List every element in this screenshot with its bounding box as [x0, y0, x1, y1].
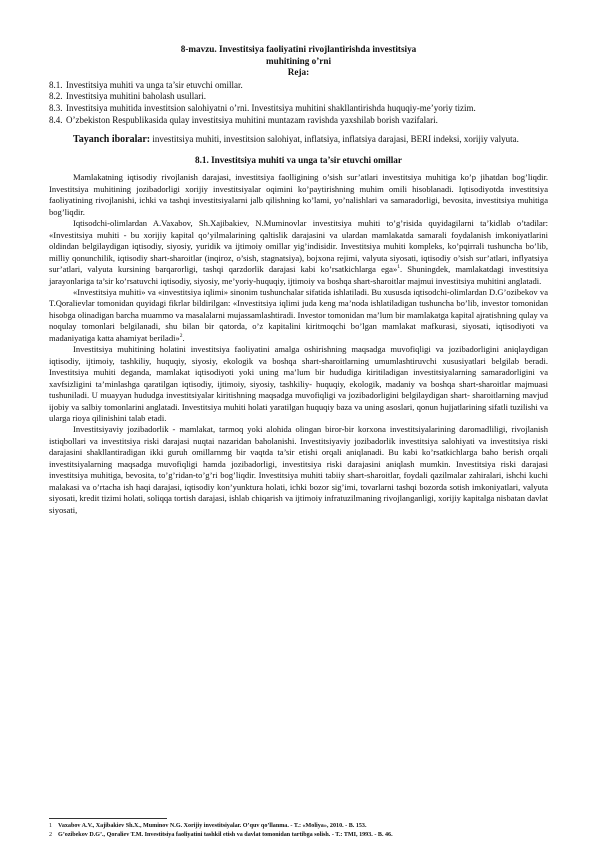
body-paragraph-4: Investitsiya muhitining holatini investitsiya faoliyatini amalga oshirishning maqsadga muvofiqligi va jozibadorligini aniqlaydigan iqtisodiy, ijtimoiy, tashkiliy, huquqiy, siyosiy, ekologik va boshqa shart-sharoitlarning umumlashtiruvchi xususiyatlari belgilab beradi. Investitsiya muhiti deganda, mamlakat iqtisodiyoti yoki uning ma’lum bir hududiga kiritiladigan investitsiyalarning samaradorligini va xavfsizligini ta’minlashga qaratilgan iqtisodiy, ijtimoiy, siyosiy, tashkiliy- huquqiy, ekologik, madaniy va boshqa shart-sharoitlar majmuasi tushuniladi. U muayyan hududga investitsiyalar kiritishning maqsadga muvofiqligi va jozibadorligini belgilaydigan shart- sharoitlarning mavjud ijobiy va salbiy tomonlarini anglatadi. Investitsiya muhiti holati yaratilgan huquqiy baza va uning asoslari, qonun hujjatlarining sifatli tuzilishi va ularga rioya qilinishini talab etadi. — [49, 344, 548, 423]
footnote-number: 1 — [49, 823, 53, 829]
plan-item-text: Investitsiya muhiti va unga ta’sir etuvchi omillar. — [66, 79, 243, 90]
paragraph-3-end: . — [182, 332, 185, 343]
paragraph-2-continuation: . Shuningdek, mamlakatdagi investitsiya jarayonlariga ta’sir ko’rsatuvchi iqtisodiy, siyosiy, me’yoriy-huquqiy, ijtimoiy va boshqa shart-sharoitlar majmui investitsiya muhitini anglatadi. — [49, 264, 548, 286]
plan-item-number: 8.2. — [49, 91, 63, 102]
plan-item-text: O’zbekiston Respublikasida qulay investitsiya muhitini muntazam ravishda yaxshilab borish vazifalari. — [66, 114, 438, 125]
plan-item — [49, 80, 548, 92]
topic-title-line-2: muhitining o’rni — [265, 55, 332, 66]
section-heading: 8.1. Investitsiya muhiti va unga ta’sir etuvchi omillar — [195, 155, 402, 166]
body-paragraph-2 — [49, 218, 548, 287]
topic-title-line-1: 8-mavzu. Investitsiya faoliyatini rivojlantirishda investitsiya — [180, 44, 417, 54]
plan-item-number: 8.1. — [49, 79, 63, 90]
plan-item-number: 8.3. — [49, 103, 63, 114]
paragraph-3-text: «Investitsiya muhiti» va «investitsiya iqlimi» sinonim tushunchalar sifatida ishlatiladi. Bu xususda iqtisodchi-olimlardan D.G’ozibekov va T.Qoralievlar tomonidan quyidagi fikrlar bildirilgan: «Investitsiya iqlimi juda keng ma’noda ishlatiladigan tushuncha bo’lib, investor tomonidan hisobga olinadigan barcha muammo va masalalarni mujassamlashtiradi. Investor tomonidan ma’lum bir mamlakatga kapital ajratishning qulay va noqulay tomonlari belgilanadi, shu bilan bir qatorda, o’z kapitalini kiritmoqchi bo’lgan mamlakat mafkurasi, siyosati, iqtisodiyoti va madaniyatiga katta ahamiyat beriladi» — [49, 287, 548, 343]
footnote-2 — [49, 831, 548, 839]
footnote-number: 2 — [49, 832, 53, 838]
footnote-1 — [49, 822, 548, 830]
plan-list — [49, 80, 548, 127]
plan-item-number: 8.4. — [49, 114, 63, 125]
footnote-text: Vaxabov A.V., Xajibakiev Sh.X., Muminov N.G. Xorijiy investitsiyalar. O’quv qo’llanma. - T.: «Moliya», 2010. - B. 153. — [58, 823, 367, 829]
page-content — [49, 44, 548, 516]
footnote-separator — [49, 818, 167, 819]
plan-item — [49, 91, 548, 103]
keywords-paragraph — [49, 134, 548, 146]
plan-item — [49, 115, 548, 127]
plan-item-text: Investitsiya muhitida investitsion salohiyatni o’rni. Investitsiya muhitini shakllantirishda huquqiy-me’yoriy tizim. — [66, 103, 476, 114]
body-paragraph-5: Investitsiyaviy jozibadorlik - mamlakat, tarmoq yoki alohida olingan biror-bir korxona investitsiyalarining daromadliligi, rivojlanish istiqbollari va investitsiya riski darajasi nuqtai nazaridan baholanishi. Investitsiyaviy jozibadorlik investitsiya salohiyati va investitsiya riski darajasini shakllantiradigan ikki guruh omillarnmg bir vaqtda ta’sir etishi orqali aniqlanadi. Bu kabi ko’rsatkichlarga baho berish orqali investitsiyalarning maqsadga muvofiqligi hamda jozibadorligi, investitsiya riski darajasini aniqlash mumkin. Investitsiya riski darajasi investitsiya muhitiga, bevosita, to’g’ridan-to’g’ri bog’liqdir. Investitsiya muhiti tabiiy shart-sharoitlar, foydali qazilmalar zahiralari, ishchi kuchi malakasi va o’rtacha ish haqi darajasi, iqtisodiy kon’yunktura holati, ichki bozor sig’imi, tovarlarni tashqi bozorda sotish imkoniyatlari, valyuta siyosati, kredit tizimi holati, soliqqa tortish darajasi, ishlab chiqarish va ijtimoiy infratuzilmaning rivojlanganligi, xorijiy kapitalga nisbatan davlat siyosati, — [49, 424, 548, 515]
topic-title — [49, 44, 548, 79]
footnote-text: G’ozibekov D.G’., Qoraliev T.M. Investitsiya faoliyatini tashkil etish va davlat tomonidan tartibga solish. - T.: TMI, 1993. - B. 46. — [58, 832, 393, 838]
body-paragraph-1: Mamlakatning iqtisodiy rivojlanish darajasi, investitsiya faolligining o’sish sur’atlari investitsiya muhitiga ko’p jihatdan bog’liqdir. Investitsiya muhitining jozibadorligi xorijiy investitsiyalar oqimini ko’paytirishning muhim omili hisoblanadi. Iqtisodiyotda investitsiya faoliyatining rivojlanishi, ichki va tashqi investitsiyalarni jalb qilishning ko’lami, yo’nalishlari va samaradorligi, bevosita, investitsiya muhitiga bog’liqdir. — [49, 172, 548, 217]
plan-item — [49, 103, 548, 115]
body-paragraph-3 — [49, 287, 548, 344]
keywords-label: Tayanch iboralar: — [73, 133, 151, 145]
plan-item-text: Investitsiya muhitini baholash usullari. — [66, 91, 206, 102]
footnote-ref-1: 1 — [397, 264, 400, 271]
paragraph-2-text: Iqtisodchi-olimlardan A.Vaxabov, Sh.Xajibakiev, N.Muminovlar investitsiya muhiti to’g’risida quyidagilarni ta’kidlab o’tadilar: «Investitsiya muhiti - bu xorijiy kapital qo’yilmalarining qaltislik darajasini va ulardan mamlakatda samarali foydalanish imkoniyatlarini oldindan belgilaydigan iqtisodiy, siyosiy, yuridik va ijtimoiy omillar yig’indisidir. Investitsiya muhiti kompleks, ko’pqirrali tushuncha bo’lib, milliy qonunchilik, iqtisodiy shart-sharoitlar (inqiroz, o’sish, stagnatsiya), bojxona rejimi, valyuta siyosati, iqtisodiy o’sish sur’atlari, inflyatsiya sur’atlari, valyuta kursining barqarorligi, tashqi qarzdorlik darajasi kabi ko’rsatkichlarga ega» — [49, 218, 548, 275]
plan-label: Reja: — [287, 67, 310, 77]
footnote-ref-2: 2 — [179, 332, 183, 339]
keywords-text: investitsiya muhiti, investitsion salohiyat, inflatsiya, inflatsiya darajasi, BERI indeksi, xorijiy valyuta. — [150, 133, 519, 144]
